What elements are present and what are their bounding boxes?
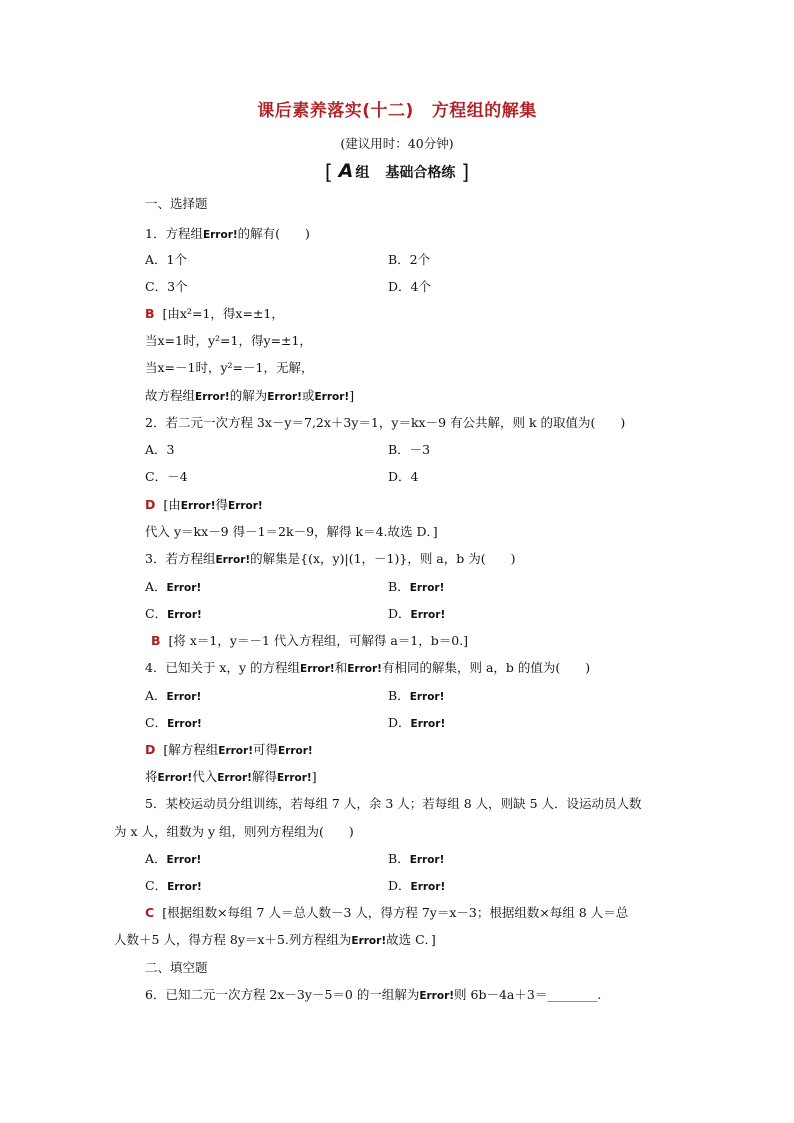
q2-sol1-error-1: Error! [180, 500, 216, 512]
q4-sol2-text-b: 代入 [192, 769, 218, 784]
q1-sol4-text-a: 故方程组 [145, 388, 196, 403]
q4-sol1-error-1: Error! [218, 745, 253, 757]
q4-sol1-error-2: Error! [278, 745, 313, 757]
q4-option-b-error: Error! [409, 691, 445, 703]
q5-option-c [145, 878, 202, 895]
q5-option-d-label: D． [388, 878, 411, 893]
q3-option-a [145, 579, 201, 596]
q3-option-c [145, 606, 202, 623]
q4-option-c [145, 715, 202, 732]
group-letter: A [338, 160, 354, 182]
q4-stem-text-b: 和 [334, 660, 348, 675]
section-heading-choice: 一、选择题 [145, 196, 208, 211]
q5-option-d [388, 878, 445, 895]
q4-option-d-error: Error! [410, 718, 446, 730]
q1-answer: B [145, 306, 155, 321]
q1-option-d: D．4个 [388, 279, 431, 294]
q3-stem [145, 551, 515, 568]
q1-sol4-text-c: 或 [301, 388, 315, 403]
q5-option-c-label: C． [145, 878, 168, 893]
q3-solution-text: [将 x＝1，y＝－1 代入方程组，可解得 a＝1，b＝0.] [168, 633, 469, 648]
q3-option-d-error: Error! [410, 609, 446, 621]
q5-stem-line1: 5．某校运动员分组训练，若每组 7 人，余 3 人；若每组 8 人，则缺 5 人．设运动员人数 [145, 796, 642, 811]
q3-option-a-error: Error! [166, 582, 202, 594]
q5-option-b [388, 851, 444, 868]
q1-stem-text-2: 的解有( ) [237, 226, 310, 241]
q4-sol2-text-d: ] [311, 769, 317, 784]
q5-option-a [145, 851, 201, 868]
title-part2: 方程组的解集 [431, 101, 537, 121]
q1-sol4-error-3: Error! [314, 391, 350, 403]
q1-option-b: B．2个 [388, 252, 431, 267]
q4-sol1-text-b: 可得 [253, 742, 279, 757]
q2-sol1-text-b: 得 [215, 497, 229, 512]
q5-option-a-label: A． [145, 851, 167, 866]
q3-option-d-label: D． [388, 606, 411, 621]
q4-solution-line1 [145, 742, 313, 759]
q3-option-b [388, 579, 444, 596]
q5-stem-line2: 为 x 人，组数为 y 组，则列方程组为( ) [114, 824, 354, 839]
q1-sol4-error-1: Error! [195, 391, 230, 403]
q4-option-b [388, 688, 444, 705]
q4-option-c-error: Error! [167, 718, 202, 730]
q4-option-d [388, 715, 445, 732]
q4-option-b-label: B． [388, 688, 410, 703]
q1-sol4-text-b: 的解为 [229, 388, 268, 403]
q3-option-b-label: B． [388, 579, 410, 594]
q6-error-ref: Error! [419, 990, 455, 1002]
q3-error-ref: Error! [215, 554, 251, 566]
q3-solution [151, 633, 468, 649]
q3-option-a-label: A． [145, 579, 167, 594]
group-title: 基础合格练 [385, 165, 456, 181]
q4-answer: D [145, 742, 156, 757]
q4-stem-text-c: 有相同的解集，则 a，b 的值为( ) [381, 660, 591, 675]
q1-sol4-text-d: ] [349, 388, 355, 403]
q4-sol1-text-a: [解方程组 [163, 742, 219, 757]
group-name: 组 [355, 165, 370, 181]
q1-stem-text: 1．方程组 [145, 226, 203, 241]
q1-stem [145, 226, 310, 243]
q2-solution-line1 [145, 497, 263, 514]
q3-answer: B [151, 633, 161, 648]
q4-error-ref-1: Error! [300, 663, 335, 675]
q4-option-d-label: D． [388, 715, 411, 730]
q4-solution-line2 [145, 769, 317, 786]
q2-solution-line2: 代入 y＝kx－9 得－1＝2k－9，解得 k＝4.故选 D．] [145, 524, 438, 539]
q4-sol2-error-3: Error! [276, 772, 312, 784]
q2-option-d: D．4 [388, 469, 419, 484]
q4-stem-text-a: 4．已知关于 x，y 的方程组 [145, 660, 301, 675]
q4-sol2-text-c: 解得 [251, 769, 277, 784]
q4-option-a-label: A． [145, 688, 167, 703]
q5-option-d-error: Error! [410, 881, 446, 893]
q1-solution-line2: 当x=1时，y²=1，得y=±1， [145, 333, 312, 348]
q3-option-b-error: Error! [409, 582, 445, 594]
q5-option-a-error: Error! [166, 854, 202, 866]
q5-sol2-error: Error! [351, 935, 387, 947]
q1-option-c: C．3个 [145, 279, 188, 294]
q5-answer: C [145, 905, 155, 920]
q5-solution-line2 [114, 932, 436, 949]
q4-sol2-text-a: 将 [145, 769, 158, 784]
q6-stem-text-b: 则 6b－4a＋3＝________. [454, 987, 602, 1002]
q5-sol2-text-a: 人数＋5 人，得方程 8y＝x＋5.列方程组为 [114, 932, 352, 947]
q5-option-b-error: Error! [409, 854, 445, 866]
group-header [0, 160, 794, 184]
section-heading-fill: 二、填空题 [145, 960, 208, 975]
group-bracket-open: [ [324, 160, 333, 184]
q5-solution-line1 [145, 905, 628, 921]
q1-solution-line3: 当x=－1时，y²=－1，无解， [145, 360, 314, 375]
q3-option-c-error: Error! [167, 609, 202, 621]
q2-answer: D [145, 497, 156, 512]
q2-option-b: B．－3 [388, 442, 431, 457]
q1-error-ref: Error! [202, 229, 238, 241]
q2-stem: 2．若二元一次方程 3x－y＝7,2x＋3y＝1，y＝kx－9 有公共解，则 k 的取值为( ) [145, 415, 626, 430]
q5-option-c-error: Error! [167, 881, 202, 893]
q5-solution-text: [根据组数×每组 7 人＝总人数－3 人，得方程 7y＝x－3；根据组数×每组 8 人＝总 [162, 905, 629, 920]
q4-stem [145, 660, 590, 677]
q4-option-a [145, 688, 201, 705]
q4-option-a-error: Error! [166, 691, 202, 703]
q3-option-d [388, 606, 445, 623]
page-title [0, 96, 794, 121]
q4-option-c-label: C． [145, 715, 168, 730]
q1-solution-text: [由x²=1，得x=±1， [162, 306, 284, 321]
q1-option-a: A．1个 [145, 252, 187, 267]
q2-sol1-text-a: [由 [163, 497, 181, 512]
q5-sol2-text-b: 故选 C．] [386, 932, 436, 947]
q4-sol2-error-2: Error! [217, 772, 252, 784]
q2-option-c: C．－4 [145, 469, 188, 484]
q6-stem-text-a: 6．已知二元一次方程 2x－3y－5＝0 的一组解为 [145, 987, 420, 1002]
q1-sol4-error-2: Error! [267, 391, 302, 403]
suggested-time: (建议用时：40分钟) [340, 136, 454, 151]
q3-stem-text: 3．若方程组 [145, 551, 216, 566]
title-part1: 课后素养落实(十二) [257, 101, 414, 121]
q4-error-ref-2: Error! [347, 663, 382, 675]
group-bracket-close: ] [461, 160, 470, 184]
q4-sol2-error-1: Error! [157, 772, 193, 784]
q6-stem [145, 987, 601, 1004]
q2-option-a: A．3 [145, 442, 175, 457]
q3-stem-text-2: 的解集是{(x，y)|(1，－1)}，则 a，b 为( ) [250, 551, 516, 566]
q1-solution-line1 [145, 306, 284, 322]
q1-solution-line4 [145, 388, 354, 405]
q5-option-b-label: B． [388, 851, 410, 866]
q2-sol1-error-2: Error! [228, 500, 263, 512]
q3-option-c-label: C． [145, 606, 168, 621]
